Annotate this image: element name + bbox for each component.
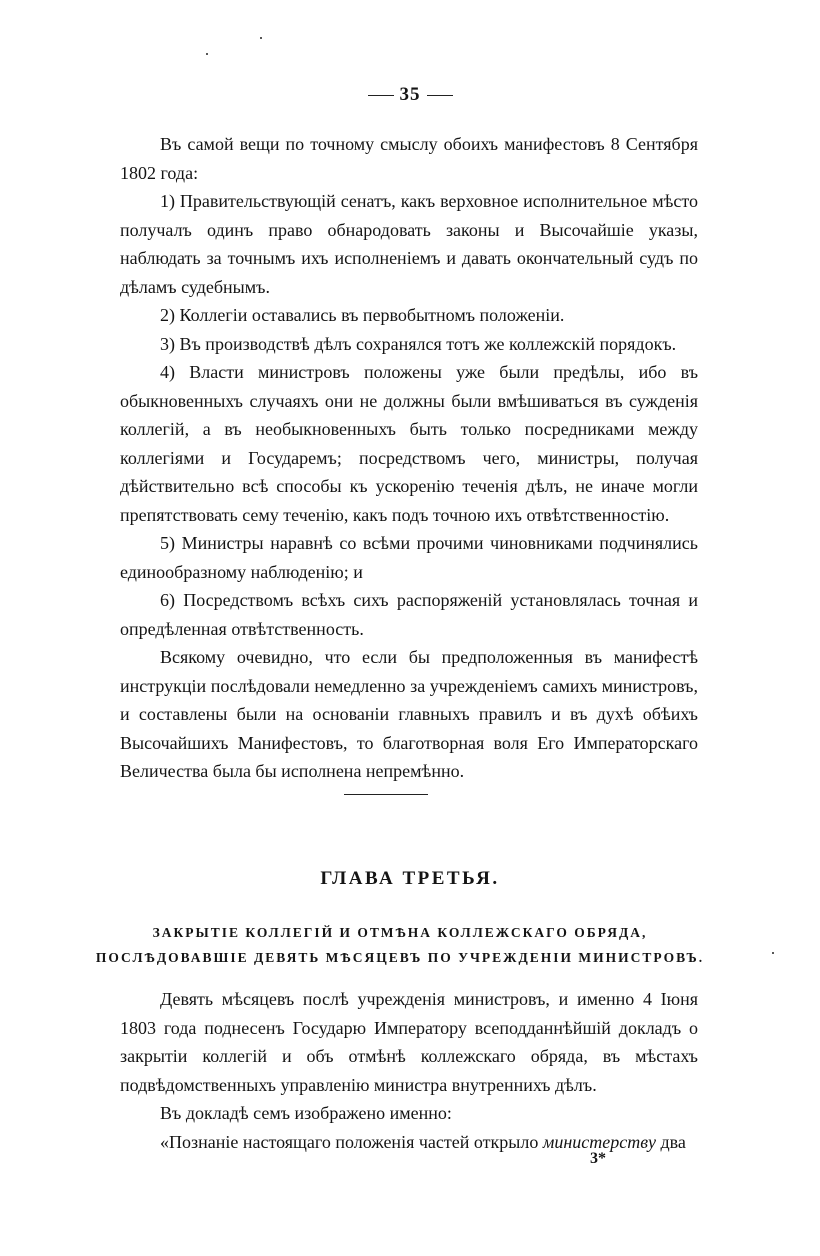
- quote-text: «Познаніе настоящаго положенія частей открыло: [160, 1131, 543, 1152]
- paragraph: 3) Въ производствѣ дѣлъ сохранялся тотъ же коллежскій порядокъ.: [160, 333, 677, 354]
- quote-text-end: два: [656, 1131, 686, 1152]
- paragraph: Девять мѣсяцевъ послѣ учрежденія министровъ, и именно 4 Іюня 1803 года поднесенъ Государю Императору всеподданнѣйшій докладъ о закрытіи коллегій и объ отмѣнѣ коллежскаго обряда, въ мѣстахъ подвѣдомственныхъ управленію министра внутреннихъ дѣлъ.: [120, 989, 698, 1095]
- paragraph: Въ самой вещи по точному смыслу обоихъ манифестовъ 8 Сентября 1802 года:: [120, 134, 698, 183]
- paragraph: 2) Коллегіи оставались въ первобытномъ положеніи.: [160, 305, 565, 325]
- emphasis-text: министерству: [542, 1131, 657, 1152]
- signature-mark: 3*: [590, 1150, 606, 1167]
- paragraph: 5) Министры наравнѣ со всѣми прочими чиновниками подчинялись единообразному наблюденію; и: [120, 533, 698, 582]
- chapter-title: ГЛАВА ТРЕТЬЯ.: [320, 868, 500, 889]
- body-text-top: [120, 130, 698, 786]
- paragraph: 6) Посредствомъ всѣхъ сихъ распоряженій установлялась точная и опредѣленная отвѣтственность.: [120, 590, 698, 639]
- paragraph: 4) Власти министровъ положены уже были предѣлы, ибо въ обыкновенныхъ случаяхъ они не должны были вмѣшиваться въ сужденія коллегій, а въ необыкновенныхъ быть только посредниками между коллегіями и Государемъ; посредствомъ чего, министры, получая дѣйствительно всѣ способы къ ускоренію теченія дѣлъ, не иначе могли препятствовать сему теченію, какъ подъ точною ихъ отвѣтственностію.: [120, 362, 698, 525]
- section-divider: [344, 794, 428, 795]
- quote-paragraph: [120, 1128, 698, 1157]
- print-speck: [206, 53, 208, 55]
- print-speck: [260, 37, 262, 39]
- page-number: [0, 84, 820, 106]
- paragraph: 1) Правительствующій сенатъ, какъ верховное исполнительное мѣсто получалъ одинъ право обнародовать законы и Высочайшіе указы, наблюдать за точнымъ ихъ исполненіемъ и давать окончательный судъ по дѣламъ судебнымъ.: [120, 191, 698, 297]
- paragraph: Всякому очевидно, что если бы предположенныя въ манифестѣ инструкціи послѣдовали немедленно за учрежденіемъ самихъ министровъ, и составлены были на основаніи главныхъ правилъ и въ духѣ обѣихъ Высочайшихъ Манифестовъ, то благотворная воля Его Императорскаго Величества была бы исполнена непремѣнно.: [120, 647, 698, 781]
- body-text-bottom: [120, 985, 698, 1156]
- page-number-dash-right: [427, 95, 453, 96]
- page-number-dash-left: [368, 95, 394, 96]
- print-speck: [772, 952, 774, 954]
- paragraph: Въ докладѣ семъ изображено именно:: [160, 1103, 452, 1123]
- chapter-subtitle: ЗАКРЫТІЕ КОЛЛЕГІЙ И ОТМѢНА КОЛЛЕЖСКАГО ОБРЯДА, ПОСЛѢДОВАВШІЕ ДЕВЯТЬ МѢСЯЦЕВЪ ПО УЧРЕЖДЕНІИ МИНИСТРОВЪ.: [95, 925, 705, 965]
- page-number-text: 35: [399, 84, 421, 105]
